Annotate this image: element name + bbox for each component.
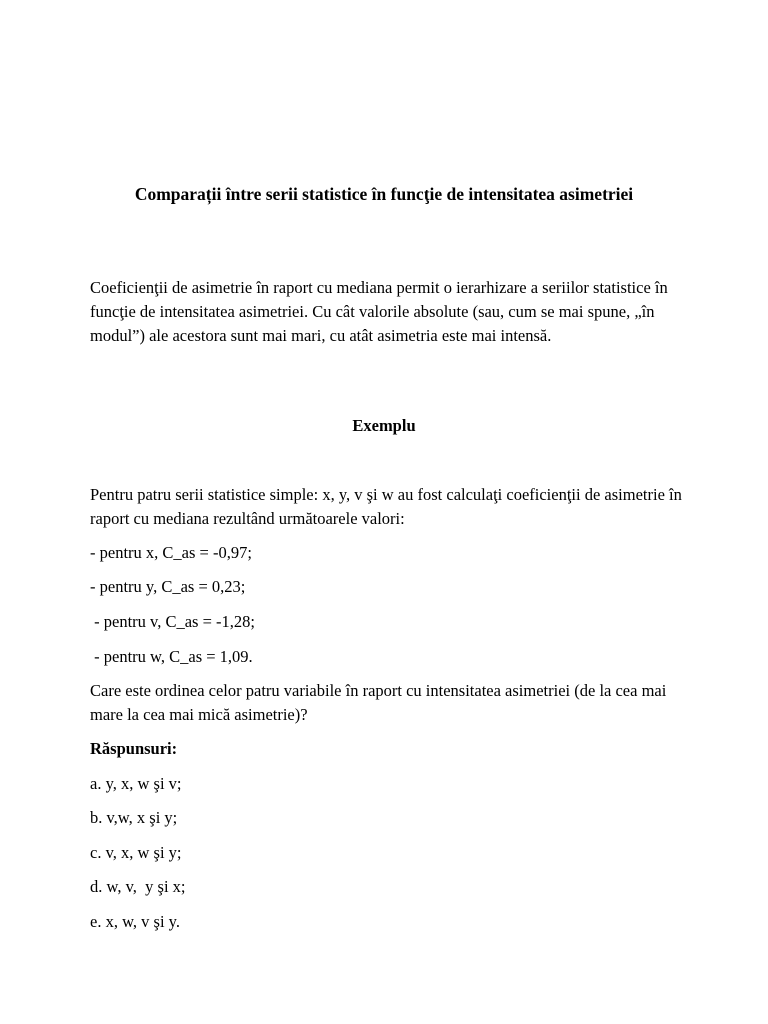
answer-option-b: b. v,w, x şi y;	[90, 808, 178, 827]
answer-option-e: e. x, w, v şi y.	[90, 912, 180, 931]
answer-option-d: d. w, v, y şi x;	[90, 877, 186, 896]
answer-option-c: c. v, x, w şi y;	[90, 843, 182, 862]
question-paragraph: Care este ordinea celor patru variabile în raport cu intensitatea asimetriei (de la cea mai mare la cea mai mică asimetrie)?	[90, 681, 667, 724]
answer-option-a: a. y, x, w şi v;	[90, 774, 182, 793]
answers-heading: Răspunsuri:	[90, 739, 178, 758]
example-paragraph: Pentru patru serii statistice simple: x, y, v şi w au fost calculaţi coeficienţii de asimetrie în raport cu mediana rezultând următoarele valori:	[90, 485, 682, 528]
value-line-w: - pentru w, C_as = 1,09.	[90, 647, 253, 666]
value-line-x: - pentru x, C_as = -0,97;	[90, 543, 252, 562]
example-heading: Exemplu	[352, 416, 416, 435]
value-line-v: - pentru v, C_as = -1,28;	[90, 612, 255, 631]
intro-paragraph: Coeficienţii de asimetrie în raport cu mediana permit o ierarhizare a seriilor statistice în funcţie de intensitatea asimetriei. Cu cât valorile absolute (sau, cum se mai spune, „în modul”) ale acestora sunt mai mari, cu atât asimetria este mai intensă.	[90, 278, 668, 345]
document-title: Comparații între serii statistice în funcţie de intensitatea asimetriei	[134, 184, 634, 204]
value-line-y: - pentru y, C_as = 0,23;	[90, 577, 246, 596]
